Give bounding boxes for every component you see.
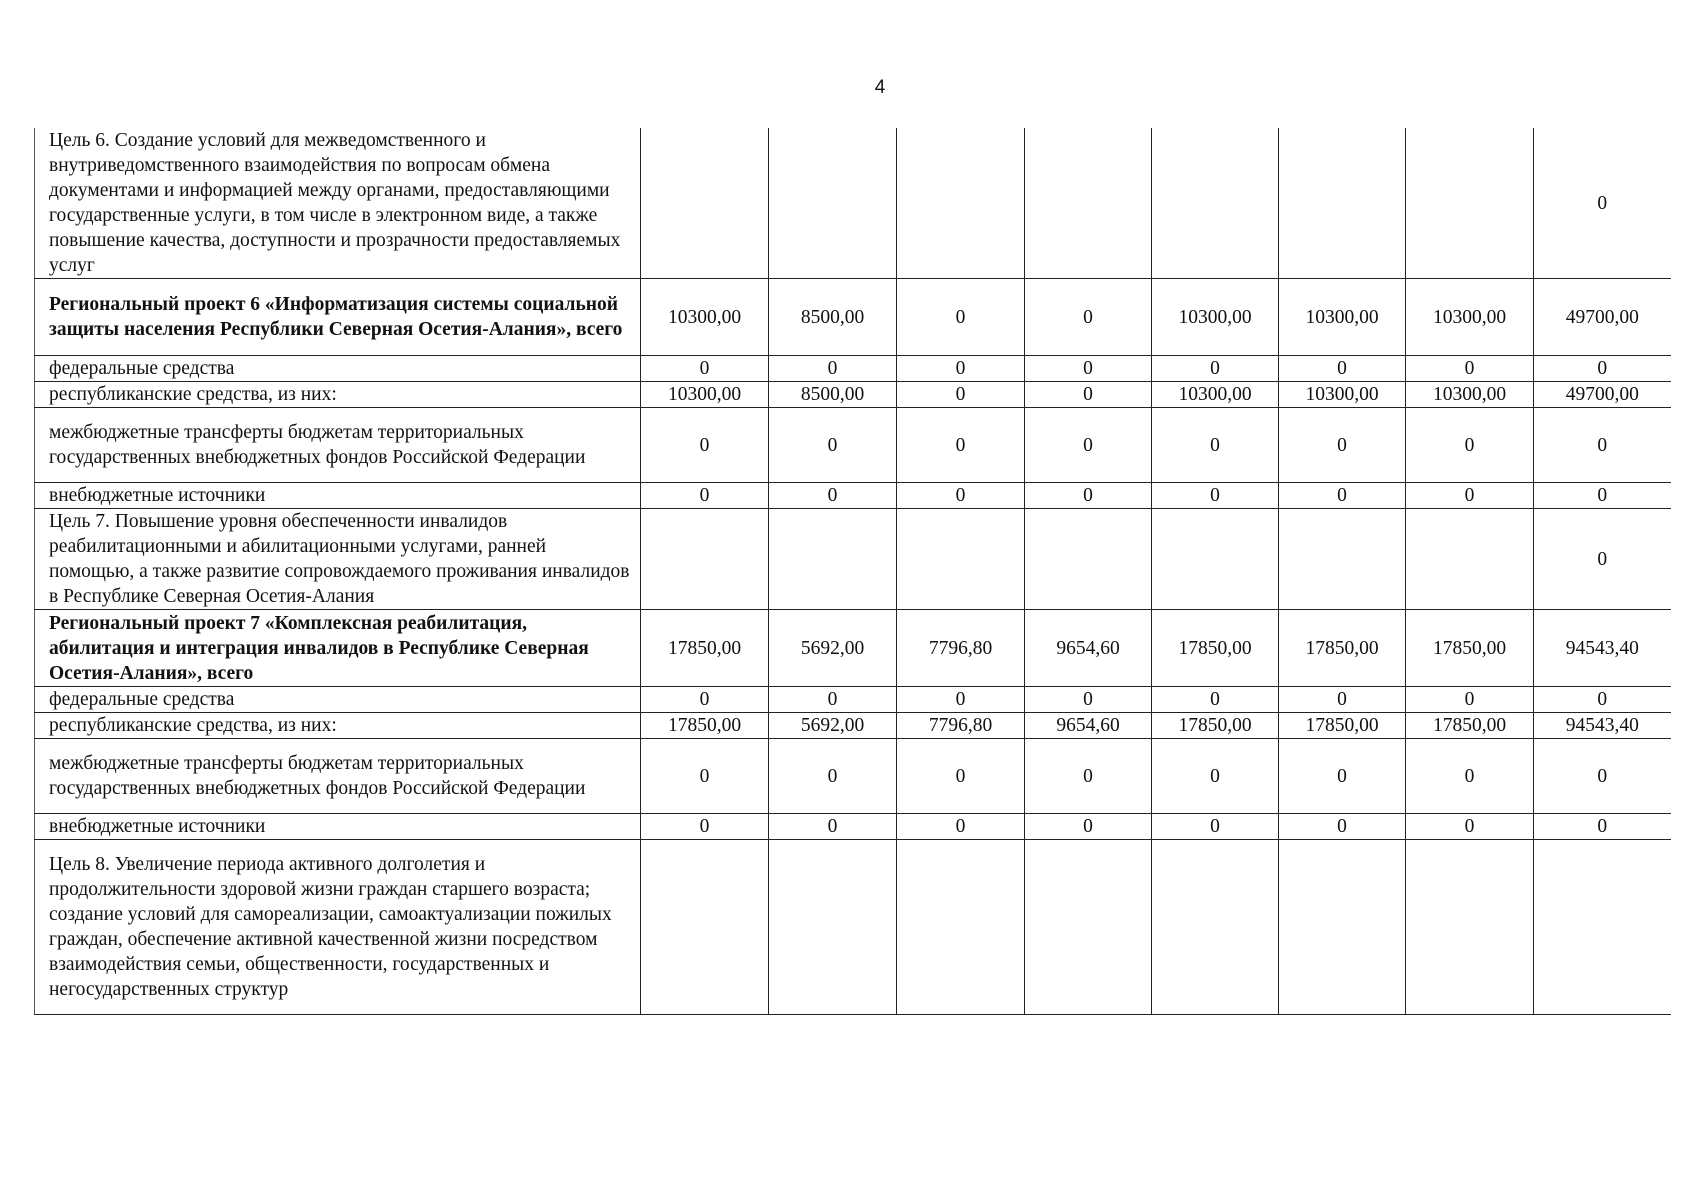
- year-value-cell: 0: [641, 687, 769, 713]
- row-label: Региональный проект 6 «Информатизация системы социальной защиты населения Республики Северная Осетия-Алания», всего: [35, 279, 641, 356]
- year-value-cell: 7796,80: [897, 713, 1025, 739]
- total-cell: 0: [1534, 408, 1671, 483]
- total-cell: 0: [1534, 128, 1671, 279]
- funding-row: [35, 687, 1671, 713]
- year-value-cell: 0: [1279, 356, 1406, 382]
- year-value-cell: 17850,00: [641, 610, 769, 687]
- funding-row: [35, 356, 1671, 382]
- year-value-cell: 0: [1025, 483, 1152, 509]
- year-value-cell: [769, 509, 897, 610]
- year-value-cell: [641, 840, 769, 1015]
- row-label: Цель 7. Повышение уровня обеспеченности инвалидов реабилитационными и абилитационными услугами, ранней помощью, а также развитие сопровождаемого проживания инвалидов в Республике Северная Осетия-Алания: [35, 509, 641, 610]
- year-value-cell: [1025, 128, 1152, 279]
- year-value-cell: 10300,00: [1279, 279, 1406, 356]
- year-value-cell: 0: [897, 408, 1025, 483]
- year-value-cell: 0: [769, 408, 897, 483]
- year-value-cell: 0: [897, 814, 1025, 840]
- row-label: республиканские средства, из них:: [35, 382, 641, 408]
- total-cell: [1534, 840, 1671, 1015]
- year-value-cell: 0: [1025, 356, 1152, 382]
- year-value-cell: [641, 128, 769, 279]
- year-value-cell: 10300,00: [641, 382, 769, 408]
- year-value-cell: 17850,00: [1279, 713, 1406, 739]
- year-value-cell: 0: [1025, 814, 1152, 840]
- row-label: межбюджетные трансферты бюджетам территориальных государственных внебюджетных фондов Российской Федерации: [35, 408, 641, 483]
- year-value-cell: 17850,00: [1279, 610, 1406, 687]
- total-cell: 0: [1534, 356, 1671, 382]
- year-value-cell: 0: [1152, 687, 1279, 713]
- total-cell: 0: [1534, 509, 1671, 610]
- year-value-cell: [1279, 840, 1406, 1015]
- total-cell: 0: [1534, 814, 1671, 840]
- year-value-cell: 0: [641, 356, 769, 382]
- year-value-cell: 0: [897, 279, 1025, 356]
- budget-table-body: [35, 128, 1671, 1015]
- year-value-cell: 5692,00: [769, 713, 897, 739]
- year-value-cell: 0: [769, 483, 897, 509]
- total-cell: 0: [1534, 483, 1671, 509]
- row-label: Региональный проект 7 «Комплексная реабилитация, абилитация и интеграция инвалидов в Республике Северная Осетия-Алания», всего: [35, 610, 641, 687]
- goal-row: [35, 128, 1671, 279]
- year-value-cell: 0: [897, 483, 1025, 509]
- year-value-cell: 0: [897, 739, 1025, 814]
- row-label: внебюджетные источники: [35, 814, 641, 840]
- year-value-cell: 0: [1025, 279, 1152, 356]
- page-number: 4: [874, 77, 886, 98]
- year-value-cell: 0: [1406, 356, 1534, 382]
- year-value-cell: [897, 840, 1025, 1015]
- year-value-cell: 0: [1406, 687, 1534, 713]
- year-value-cell: 0: [769, 814, 897, 840]
- row-label: федеральные средства: [35, 687, 641, 713]
- year-value-cell: 0: [897, 687, 1025, 713]
- year-value-cell: 0: [1025, 382, 1152, 408]
- row-label: федеральные средства: [35, 356, 641, 382]
- year-value-cell: 0: [897, 356, 1025, 382]
- year-value-cell: 10300,00: [1279, 382, 1406, 408]
- year-value-cell: 0: [769, 687, 897, 713]
- year-value-cell: [1406, 509, 1534, 610]
- year-value-cell: 17850,00: [1152, 610, 1279, 687]
- year-value-cell: 0: [1406, 739, 1534, 814]
- year-value-cell: [1406, 128, 1534, 279]
- total-cell: 0: [1534, 739, 1671, 814]
- year-value-cell: 17850,00: [1406, 713, 1534, 739]
- year-value-cell: 0: [1279, 408, 1406, 483]
- project-total-row: [35, 610, 1671, 687]
- year-value-cell: 0: [1152, 739, 1279, 814]
- year-value-cell: 0: [641, 408, 769, 483]
- total-cell: 94543,40: [1534, 713, 1671, 739]
- funding-row: [35, 739, 1671, 814]
- year-value-cell: 0: [1406, 483, 1534, 509]
- year-value-cell: 8500,00: [769, 279, 897, 356]
- year-value-cell: 10300,00: [1152, 279, 1279, 356]
- year-value-cell: 0: [897, 382, 1025, 408]
- year-value-cell: [1279, 509, 1406, 610]
- year-value-cell: 0: [769, 356, 897, 382]
- budget-table: [34, 128, 1671, 1015]
- year-value-cell: 9654,60: [1025, 610, 1152, 687]
- year-value-cell: 0: [641, 814, 769, 840]
- row-label: внебюджетные источники: [35, 483, 641, 509]
- year-value-cell: [1152, 128, 1279, 279]
- year-value-cell: [1025, 840, 1152, 1015]
- year-value-cell: 8500,00: [769, 382, 897, 408]
- row-label: Цель 6. Создание условий для межведомственного и внутриведомственного взаимодействия по вопросам обмена документами и информацией между органами, предоставляющими государственные услуги, в том числе в электронном виде, а также повышение качества, доступности и прозрачности предоставляемых услуг: [35, 128, 641, 279]
- year-value-cell: [1025, 509, 1152, 610]
- goal-row: [35, 840, 1671, 1015]
- year-value-cell: [897, 509, 1025, 610]
- year-value-cell: 17850,00: [1406, 610, 1534, 687]
- year-value-cell: 0: [1152, 408, 1279, 483]
- year-value-cell: 0: [1279, 687, 1406, 713]
- year-value-cell: 0: [1025, 739, 1152, 814]
- goal-row: [35, 509, 1671, 610]
- row-label: республиканские средства, из них:: [35, 713, 641, 739]
- year-value-cell: [769, 840, 897, 1015]
- year-value-cell: [897, 128, 1025, 279]
- year-value-cell: 10300,00: [641, 279, 769, 356]
- year-value-cell: 0: [1406, 814, 1534, 840]
- year-value-cell: 0: [1025, 687, 1152, 713]
- funding-row: [35, 408, 1671, 483]
- year-value-cell: 10300,00: [1152, 382, 1279, 408]
- row-label: Цель 8. Увеличение периода активного долголетия и продолжительности здоровой жизни граждан старшего возраста; создание условий для самореализации, самоактуализации пожилых граждан, обеспечение активной качественной жизни посредством взаимодействия семьи, общественности, государственных и негосударственных структур: [35, 840, 641, 1015]
- funding-row: [35, 483, 1671, 509]
- year-value-cell: 7796,80: [897, 610, 1025, 687]
- year-value-cell: 0: [1279, 814, 1406, 840]
- funding-row: [35, 814, 1671, 840]
- year-value-cell: 0: [641, 739, 769, 814]
- total-cell: 49700,00: [1534, 382, 1671, 408]
- year-value-cell: 0: [1025, 408, 1152, 483]
- funding-row: [35, 382, 1671, 408]
- year-value-cell: 0: [641, 483, 769, 509]
- year-value-cell: 0: [1152, 814, 1279, 840]
- year-value-cell: [1152, 509, 1279, 610]
- total-cell: 94543,40: [1534, 610, 1671, 687]
- year-value-cell: [769, 128, 897, 279]
- year-value-cell: 5692,00: [769, 610, 897, 687]
- year-value-cell: [1152, 840, 1279, 1015]
- year-value-cell: 0: [1279, 739, 1406, 814]
- total-cell: 0: [1534, 687, 1671, 713]
- year-value-cell: 0: [1152, 483, 1279, 509]
- year-value-cell: 17850,00: [641, 713, 769, 739]
- year-value-cell: 10300,00: [1406, 279, 1534, 356]
- year-value-cell: 17850,00: [1152, 713, 1279, 739]
- year-value-cell: 0: [769, 739, 897, 814]
- row-label: межбюджетные трансферты бюджетам территориальных государственных внебюджетных фондов Российской Федерации: [35, 739, 641, 814]
- year-value-cell: [641, 509, 769, 610]
- year-value-cell: [1406, 840, 1534, 1015]
- year-value-cell: [1279, 128, 1406, 279]
- funding-row: [35, 713, 1671, 739]
- year-value-cell: 0: [1406, 408, 1534, 483]
- year-value-cell: 9654,60: [1025, 713, 1152, 739]
- project-total-row: [35, 279, 1671, 356]
- year-value-cell: 0: [1152, 356, 1279, 382]
- total-cell: 49700,00: [1534, 279, 1671, 356]
- year-value-cell: 0: [1279, 483, 1406, 509]
- year-value-cell: 10300,00: [1406, 382, 1534, 408]
